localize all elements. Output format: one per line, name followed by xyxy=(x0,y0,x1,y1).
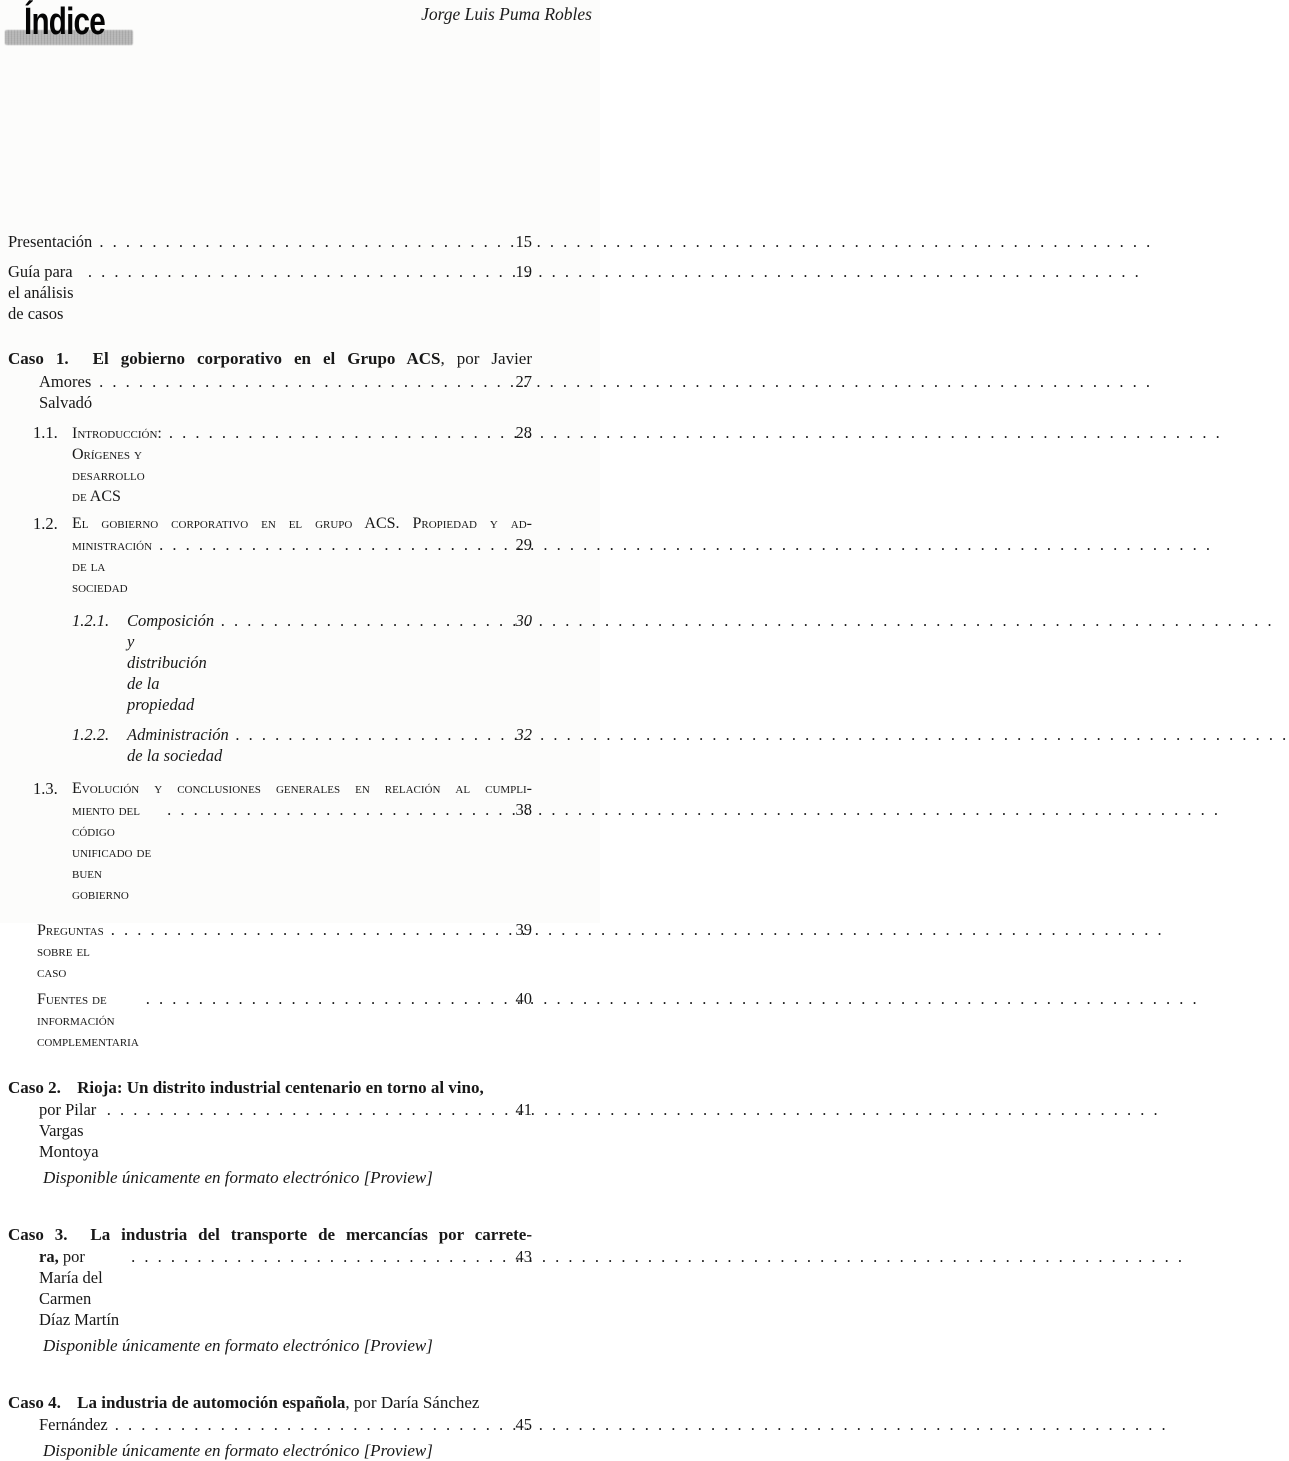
page-number: 41 xyxy=(515,1100,532,1119)
dot-leader xyxy=(131,1246,484,1267)
page-number: 28 xyxy=(515,423,532,442)
case-title-line xyxy=(8,1077,532,1099)
author-name: Jorge Luis Puma Robles xyxy=(421,4,592,24)
section-title: Administración de la sociedad xyxy=(127,725,229,765)
toc-entry-caso2 xyxy=(8,1077,532,1188)
case-title: El gobierno corporativo en el Grupo ACS xyxy=(92,349,441,368)
toc-entry-fuentes xyxy=(37,988,532,1052)
case-byline: , por Daría Sánchez xyxy=(345,1393,480,1412)
section-title: El gobierno corporativo en el grupo ACS. Propiedad y ad- xyxy=(72,515,532,532)
case-title: La industria de automoción española xyxy=(77,1393,346,1412)
page-number: 43 xyxy=(515,1247,532,1266)
page-number: 19 xyxy=(515,262,532,281)
case-label: Caso 1. xyxy=(8,349,69,368)
section-number: 1.1. xyxy=(33,423,58,442)
section-number: 1.3. xyxy=(33,779,58,798)
page-number: 29 xyxy=(515,535,532,554)
page-number: 32 xyxy=(515,725,532,744)
case-title-line xyxy=(8,1392,532,1414)
dot-leader xyxy=(88,261,484,282)
case-byline: por María del Carmen Díaz Martín xyxy=(39,1247,120,1329)
toc-entry-1-1 xyxy=(33,422,532,507)
availability-note: Disponible únicamente en formato electrónico [Proview] xyxy=(43,1168,433,1187)
dot-leader xyxy=(111,919,484,940)
case-continuation-line xyxy=(39,371,532,413)
page-number: 45 xyxy=(515,1415,532,1434)
case-title-line xyxy=(8,1224,532,1246)
dot-leader xyxy=(236,724,484,745)
entry-title: Fuentes de información complementaria xyxy=(37,991,139,1050)
case-byline: , por Javier xyxy=(440,349,532,368)
toc-entry-caso3 xyxy=(8,1224,532,1356)
case-label: Caso 3. xyxy=(8,1225,68,1244)
case-title-line xyxy=(8,348,532,370)
dot-leader xyxy=(99,231,484,252)
section-continuation: ministración de la sociedad xyxy=(72,537,153,596)
dot-leader xyxy=(221,610,484,631)
dot-leader xyxy=(169,422,484,443)
entry-title: Guía para el análisis de casos xyxy=(8,262,74,323)
toc-entry-caso4 xyxy=(8,1392,532,1461)
entry-title: Preguntas sobre el caso xyxy=(37,922,104,981)
case-continuation: Amores Salvadó xyxy=(39,372,93,412)
case-label: Caso 2. xyxy=(8,1078,61,1097)
page-title: Índice xyxy=(24,1,105,43)
dot-leader xyxy=(159,534,484,555)
page-number: 38 xyxy=(515,800,532,819)
toc-page xyxy=(0,0,600,1460)
section-continuation: miento del código unificado de buen gobierno xyxy=(72,802,152,903)
dot-leader xyxy=(107,1099,484,1120)
dot-leader xyxy=(167,799,484,820)
section-title-line xyxy=(33,513,532,534)
section-number: 1.2.1. xyxy=(72,611,110,630)
page-number: 40 xyxy=(515,989,532,1008)
case-continuation-line xyxy=(39,1246,532,1330)
section-title-line xyxy=(33,778,532,799)
toc-entry-guia xyxy=(8,261,532,324)
availability-note: Disponible únicamente en formato electrónico [Proview] xyxy=(43,1441,433,1460)
section-title: Introducción: Orígenes y desarrollo de ACS xyxy=(72,425,162,505)
case-continuation-line xyxy=(39,1414,532,1435)
toc-entry-1-3 xyxy=(33,778,532,905)
section-number: 1.2.2. xyxy=(72,725,110,744)
case-label: Caso 4. xyxy=(8,1393,61,1412)
dot-leader xyxy=(115,1414,484,1435)
page-number: 30 xyxy=(515,611,532,630)
case-title: La industria del transporte de mercancías por carrete- xyxy=(90,1225,533,1244)
page-number: 39 xyxy=(515,920,532,939)
entry-title: Presentación xyxy=(8,232,93,251)
section-continuation-line xyxy=(72,534,532,598)
toc-entry-1-2-2 xyxy=(72,724,532,766)
toc-entry-1-2 xyxy=(33,513,532,598)
section-number: 1.2. xyxy=(33,514,58,533)
availability-note: Disponible únicamente en formato electrónico [Proview] xyxy=(43,1336,433,1355)
section-title: Composición y distribución de la propiedad xyxy=(127,611,215,714)
case-title-continuation: ra, xyxy=(39,1247,59,1266)
toc-entry-1-2-1 xyxy=(72,610,532,715)
page-number: 15 xyxy=(515,232,532,251)
case-continuation: Fernández xyxy=(39,1415,108,1434)
case-title: Rioja: Un distrito industrial centenario en torno al vino, xyxy=(77,1078,484,1097)
toc-list xyxy=(0,231,600,1461)
toc-entry-preguntas xyxy=(37,919,532,983)
case-continuation-line xyxy=(39,1099,532,1162)
section-continuation-line xyxy=(72,799,532,905)
section-title: Evolución y conclusiones generales en relación al cumpli- xyxy=(72,780,532,797)
page-number: 27 xyxy=(515,372,532,391)
case-continuation-text xyxy=(39,1246,124,1330)
toc-entry-caso1 xyxy=(8,348,532,413)
toc-entry-presentacion xyxy=(8,231,532,252)
dot-leader xyxy=(99,371,484,392)
dot-leader xyxy=(146,988,484,1009)
case-continuation: por Pilar Vargas Montoya xyxy=(39,1100,99,1161)
